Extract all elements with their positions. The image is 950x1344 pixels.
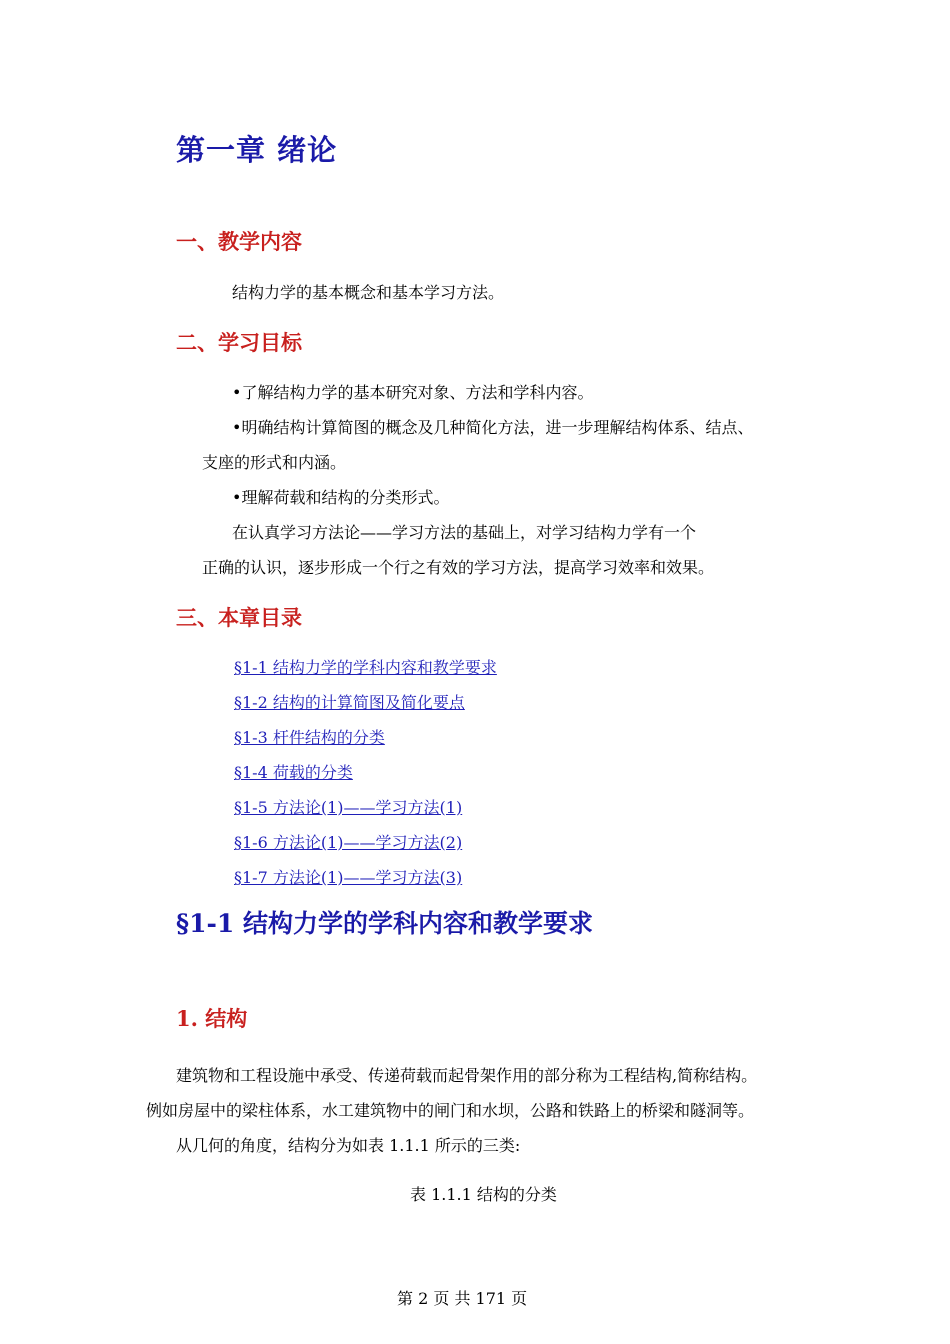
bullet-dot: • (232, 488, 242, 507)
heading-structure: 1. 结构 (176, 1006, 248, 1031)
toc-link-1-6[interactable]: §1-6 方法论(1)——学习方法(2) (234, 833, 463, 852)
structure-text-line-2: 例如房屋中的梁柱体系，水工建筑物中的闸门和水坝，公路和铁路上的桥梁和隧洞等。 (146, 1101, 755, 1120)
goal-bullet-1 (232, 380, 593, 403)
toc-link-1-5[interactable]: §1-5 方法论(1)——学习方法(1) (234, 798, 463, 817)
heading-chapter-toc: 三、本章目录 (176, 605, 302, 630)
chapter-title: 第一章 绪论 (176, 133, 338, 167)
toc-link-1-1[interactable]: §1-1 结构力学的学科内容和教学要求 (234, 658, 497, 677)
goal-bullet-2 (232, 415, 753, 438)
heading-teaching-content: 一、教学内容 (176, 229, 302, 254)
structure-text-line-1: 建筑物和工程设施中承受、传递荷载而起骨架作用的部分称为工程结构,简称结构。 (176, 1066, 758, 1085)
goal-bullet-3 (232, 485, 449, 508)
table-caption: 表 1.1.1 结构的分类 (410, 1185, 557, 1204)
structure-text-line-3: 从几何的角度，结构分为如表 1.1.1 所示的三类: (176, 1136, 521, 1155)
teaching-content-text: 结构力学的基本概念和基本学习方法。 (232, 283, 505, 302)
page-footer: 第 2 页 共 171 页 (397, 1289, 528, 1308)
goal-paragraph-line-1: 在认真学习方法论——学习方法的基础上，对学习结构力学有一个 (232, 523, 697, 542)
section-title-1-1: §1-1 结构力学的学科内容和教学要求 (176, 909, 593, 938)
goal-bullet-text: 了解结构力学的基本研究对象、方法和学科内容。 (241, 383, 594, 402)
goal-paragraph-line-2: 正确的认识，逐步形成一个行之有效的学习方法，提高学习效率和效果。 (202, 558, 715, 577)
heading-learning-goals: 二、学习目标 (176, 330, 302, 355)
goal-bullet-text: 理解荷载和结构的分类形式。 (241, 488, 450, 507)
toc-link-1-3[interactable]: §1-3 杆件结构的分类 (234, 728, 385, 747)
bullet-dot: • (232, 383, 242, 402)
goal-bullet-text: 明确结构计算简图的概念及几种简化方法，进一步理解结构体系、结点、 (241, 418, 754, 437)
toc-link-1-4[interactable]: §1-4 荷载的分类 (234, 763, 353, 782)
toc-link-1-2[interactable]: §1-2 结构的计算简图及简化要点 (234, 693, 465, 712)
toc-link-1-7[interactable]: §1-7 方法论(1)——学习方法(3) (234, 868, 463, 887)
bullet-dot: • (232, 418, 242, 437)
goal-bullet-2-continuation: 支座的形式和内涵。 (202, 453, 347, 472)
